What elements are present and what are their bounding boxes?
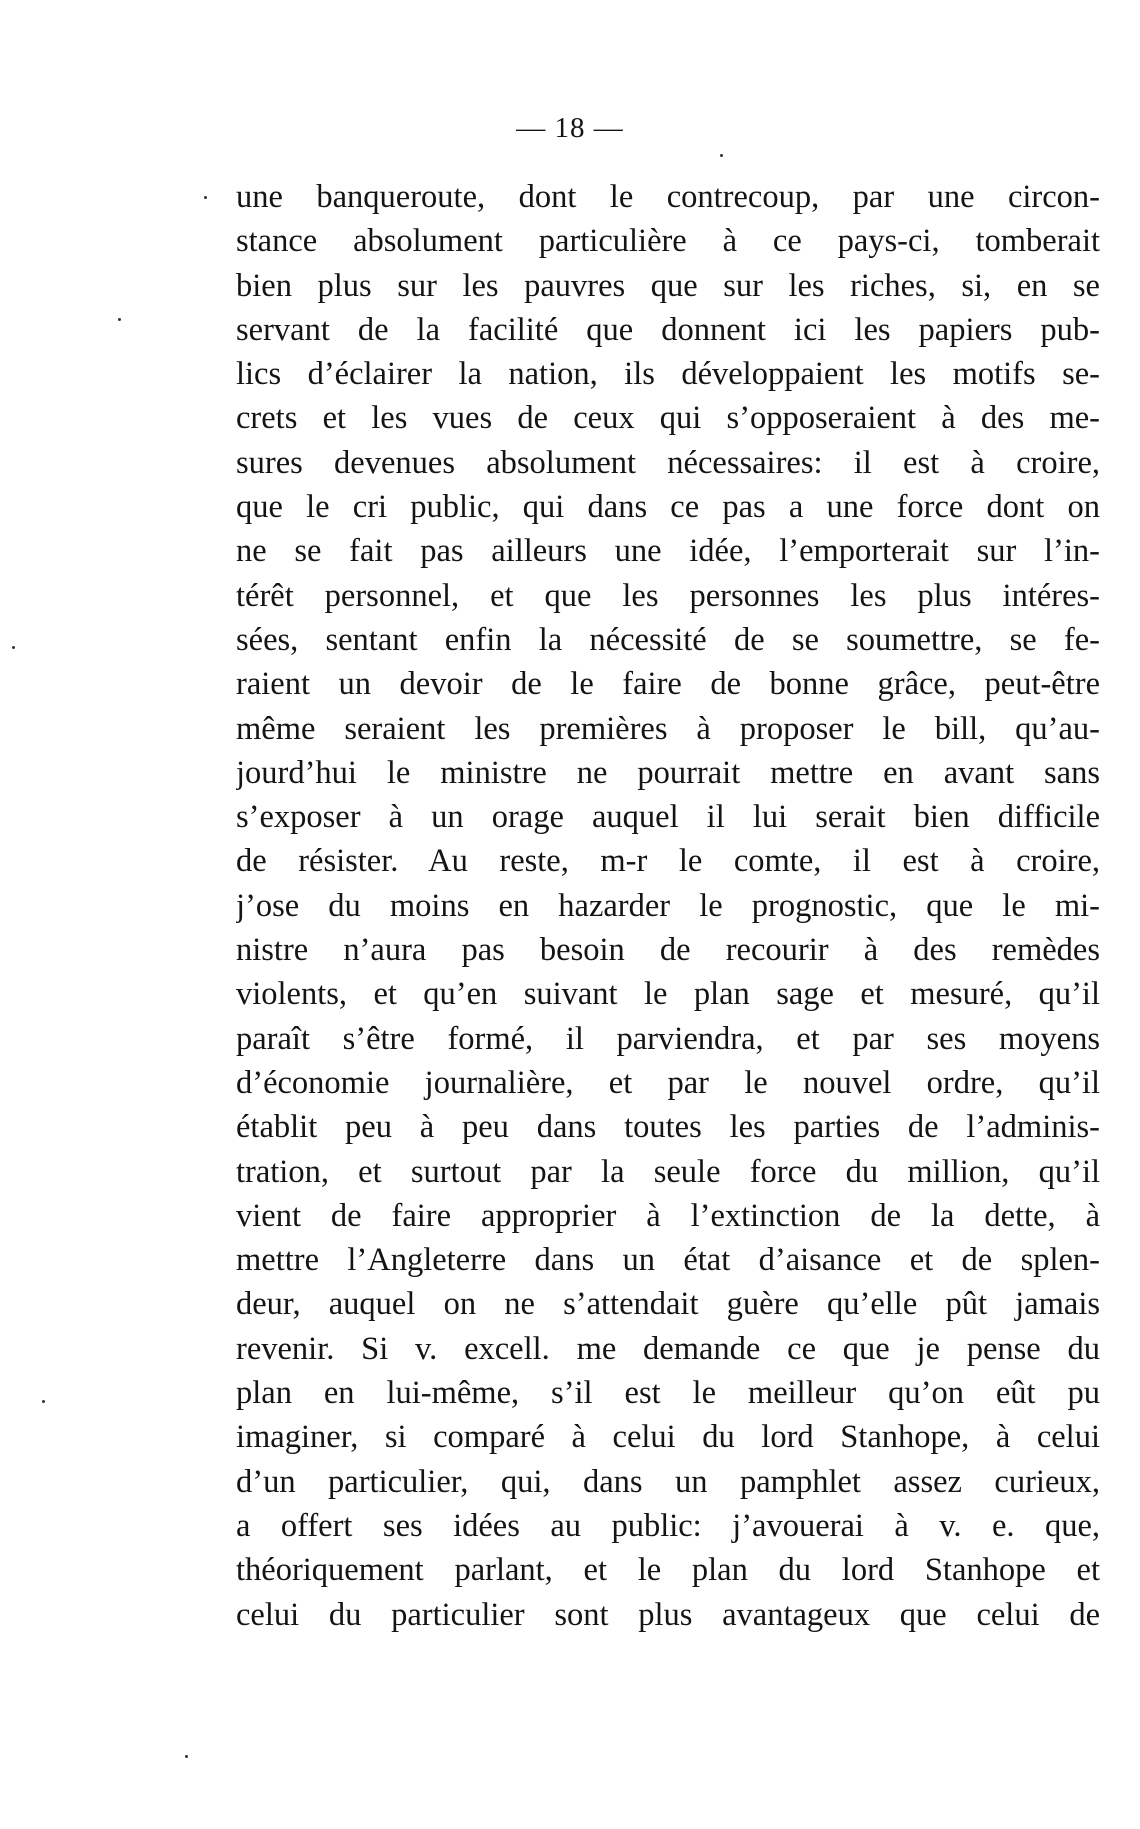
text-line: s’exposer à un orage auquel il lui serait bien difficile bbox=[236, 799, 1100, 836]
text-line: sées, sentant enfin la nécessité de se soumettre, se fe- bbox=[236, 621, 1100, 658]
text-line: raient un devoir de le faire de bonne grâce, peut-être bbox=[236, 666, 1100, 703]
text-line: deur, auquel on ne s’attendait guère qu’elle pût jamais bbox=[236, 1286, 1100, 1323]
text-line: sures devenues absolument nécessaires: il est à croire, bbox=[236, 444, 1100, 481]
text-line: imaginer, si comparé à celui du lord Stanhope, à celui bbox=[236, 1419, 1100, 1456]
text-line: térêt personnel, et que les personnes les plus intéres- bbox=[236, 577, 1100, 614]
text-line: d’un particulier, qui, dans un pamphlet assez curieux, bbox=[236, 1463, 1100, 1500]
text-line: crets et les vues de ceux qui s’opposeraient à des me- bbox=[236, 400, 1100, 437]
text-line: nistre n’aura pas besoin de recourir à des remèdes bbox=[236, 932, 1100, 969]
scan-speck bbox=[42, 1400, 45, 1403]
text-line: lics d’éclairer la nation, ils développaient les motifs se- bbox=[236, 356, 1100, 393]
page-number: — 18 — bbox=[516, 112, 624, 144]
text-line: établit peu à peu dans toutes les parties de l’adminis- bbox=[236, 1109, 1100, 1146]
text-line: vient de faire approprier à l’extinction de la dette, à bbox=[236, 1197, 1100, 1234]
scan-speck bbox=[118, 318, 121, 321]
text-line: d’économie journalière, et par le nouvel ordre, qu’il bbox=[236, 1064, 1100, 1101]
text-line: celui du particulier sont plus avantageux que celui de bbox=[236, 1596, 1100, 1633]
text-line: revenir. Si v. excell. me demande ce que je pense du bbox=[236, 1330, 1100, 1367]
text-line: paraît s’être formé, il parviendra, et par ses moyens bbox=[236, 1020, 1100, 1057]
text-line: servant de la facilité que donnent ici les papiers pub- bbox=[236, 311, 1100, 348]
text-line: une banqueroute, dont le contrecoup, par une circon- bbox=[236, 179, 1100, 215]
scan-speck bbox=[204, 196, 207, 199]
text-line: ne se fait pas ailleurs une idée, l’emporterait sur l’in- bbox=[236, 533, 1100, 570]
scan-speck bbox=[12, 646, 15, 649]
text-line: bien plus sur les pauvres que sur les riches, si, en se bbox=[236, 267, 1100, 304]
text-line: que le cri public, qui dans ce pas a une force dont on bbox=[236, 489, 1100, 526]
text-line: stance absolument particulière à ce pays-ci, tomberait bbox=[236, 223, 1100, 260]
text-line: de résister. Au reste, m-r le comte, il est à croire, bbox=[236, 843, 1100, 880]
text-line: j’ose du moins en hazarder le prognostic, que le mi- bbox=[236, 887, 1100, 924]
text-line: plan en lui-même, s’il est le meilleur qu’on eût pu bbox=[236, 1375, 1100, 1412]
text-line: violents, et qu’en suivant le plan sage et mesuré, qu’il bbox=[236, 976, 1100, 1013]
text-line: tration, et surtout par la seule force du million, qu’il bbox=[236, 1153, 1100, 1190]
text-line: théoriquement parlant, et le plan du lord Stanhope et bbox=[236, 1552, 1100, 1589]
scan-speck bbox=[720, 154, 723, 157]
body-text bbox=[236, 175, 1100, 1637]
text-line: jourd’hui le ministre ne pourrait mettre en avant sans bbox=[236, 754, 1100, 791]
text-line: mettre l’Angleterre dans un état d’aisance et de splen- bbox=[236, 1242, 1100, 1279]
text-line: même seraient les premières à proposer le bill, qu’au- bbox=[236, 710, 1100, 747]
text-line: a offert ses idées au public: j’avouerai à v. e. que, bbox=[236, 1507, 1100, 1544]
scan-speck bbox=[185, 1755, 188, 1758]
